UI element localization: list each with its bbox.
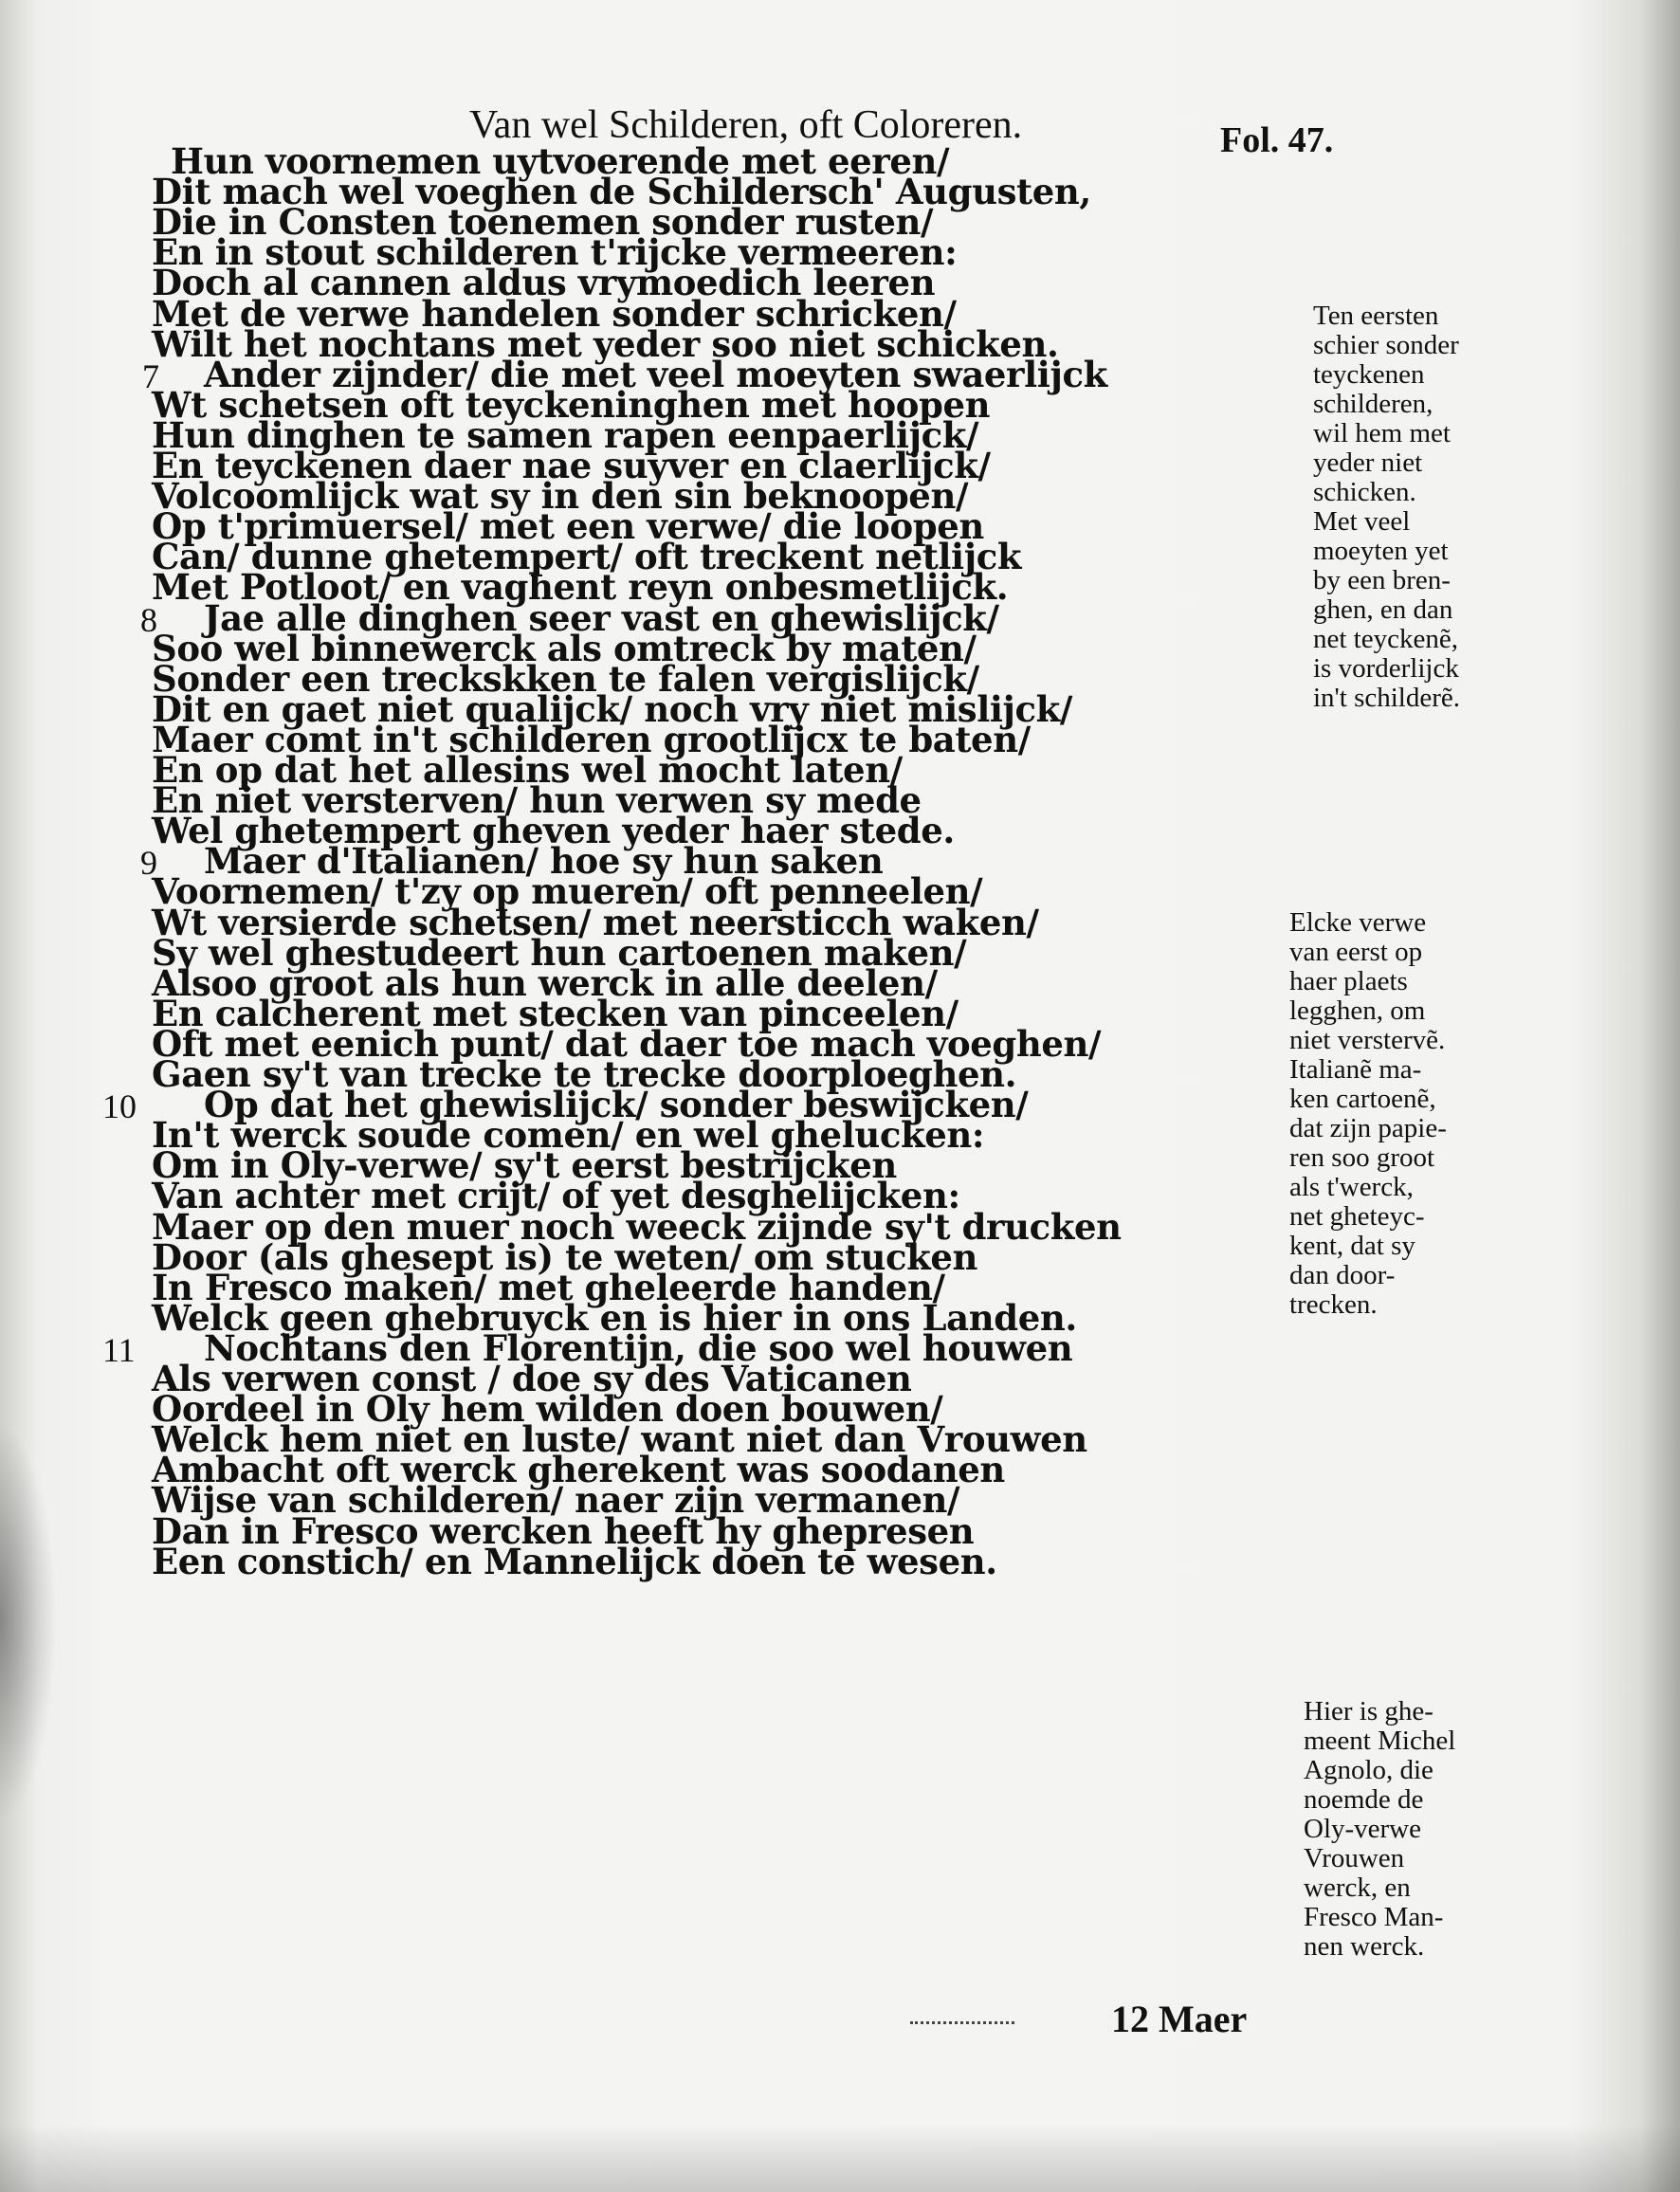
verse-line: In't werck soude comen/ en wel ghelucken: (152, 1114, 985, 1157)
verse-line: Alsoo groot als hun werck in alle deelen/ (152, 961, 938, 1004)
margin-note-line: niet verstervẽ. (1289, 1025, 1446, 1055)
verse-line: Van achter met crijt/ of yet desghelijcken: (152, 1175, 960, 1217)
verse-line: Wel ghetempert gheven yeder haer stede. (152, 810, 955, 852)
verse-line: Maer op den muer noch weeck zijnde sy't drucken (152, 1205, 1122, 1248)
verse-line: Op t'primuersel/ met een verwe/ die loopen (152, 505, 984, 548)
verse-number: 11 (102, 1330, 136, 1369)
catchword-number: 12 (1111, 1998, 1149, 2040)
verse-line: En calcherent met stecken van pinceelen/ (152, 992, 959, 1034)
margin-note-line: van eerst op (1289, 937, 1423, 967)
margin-note-line: ghen, en dan (1313, 594, 1453, 625)
margin-note-line: yeder niet (1313, 448, 1423, 478)
verse-line: Jae alle dinghen seer vast en ghewislijck/ (204, 596, 999, 639)
margin-note-line: Fresco Man- (1304, 1902, 1444, 1932)
verse-line: Doch al cannen aldus vrymoedich leeren (152, 262, 936, 304)
margin-note-line: werck, en (1304, 1872, 1411, 1903)
verse-line: Ander zijnder/ die met veel moeyten swaerlijck (204, 353, 1107, 395)
margin-note-line: dat zijn papie- (1289, 1113, 1447, 1143)
verse-line: Met de verwe handelen sonder schricken/ (152, 292, 957, 335)
verse-line: Wt schetsen oft teyckeninghen met hoopen (152, 383, 991, 426)
margin-note-line: Italianẽ ma- (1289, 1054, 1422, 1085)
margin-note-line: by een bren- (1313, 565, 1451, 595)
page-shadow-bottom (0, 2124, 1680, 2192)
margin-note-line: nen werck. (1304, 1931, 1425, 1962)
ink-smudge (910, 2021, 1014, 2028)
margin-note-line: ken cartoenẽ, (1289, 1084, 1436, 1114)
catchword-word: Maer (1159, 1998, 1248, 2040)
page-shadow-left (0, 1422, 57, 1820)
verse-line: Dit en gaet niet qualijck/ noch vry niet mislijck/ (152, 687, 1073, 730)
margin-note-line: is vorderlijck (1313, 653, 1459, 684)
catchword (1111, 1997, 1247, 2041)
verse-line: Door (als ghesept is) te weten/ om stucken (152, 1235, 978, 1278)
verse-line: Op dat het ghewislijck/ sonder beswijcken/ (204, 1084, 1029, 1126)
verse-line: Volcoomlijck wat sy in den sin beknoopen/ (152, 475, 969, 518)
margin-note-line: Vrouwen (1304, 1843, 1405, 1873)
verse-line: Wilt het nochtans met yeder soo niet schicken. (152, 322, 1059, 365)
margin-note-line: wil hem met (1313, 418, 1451, 448)
verse-line: Soo wel binnewerck als omtreck by maten/ (152, 627, 977, 669)
margin-note-line: meent Michel (1304, 1726, 1456, 1756)
verse-line: En op dat het allesins wel mocht laten/ (152, 749, 903, 791)
verse-line: Sy wel ghestudeert hun cartoenen maken/ (152, 931, 967, 974)
margin-note-line: Oly-verwe (1304, 1814, 1422, 1844)
verse-line: Gaen sy't van trecke te trecke doorploeghen. (152, 1053, 1017, 1095)
margin-note-line: schilderen, (1313, 389, 1433, 419)
verse-line: Maer d'Italianen/ hoe sy hun saken (204, 840, 884, 883)
margin-note-line: schier sonder (1313, 330, 1459, 360)
margin-note-line: Agnolo, die (1304, 1755, 1433, 1785)
verse-line: Welck geen ghebruyck en is hier in ons Landen. (152, 1296, 1077, 1339)
margin-note-line: Elcke verwe (1289, 907, 1427, 938)
margin-note-line: dan door- (1289, 1260, 1396, 1290)
margin-note-line: Ten eersten (1313, 301, 1439, 331)
margin-note-line: moeyten yet (1313, 536, 1449, 566)
verse-number: 10 (102, 1087, 137, 1126)
verse-number: 8 (140, 600, 157, 639)
running-title: Van wel Schilderen, oft Coloreren. (469, 103, 1023, 147)
verse-line: Nochtans den Florentijn, die soo wel houwen (204, 1326, 1073, 1369)
folio-number: Fol. 47. (1220, 120, 1334, 160)
verse-line: Ambacht oft werck gherekent was soodanen (152, 1449, 1005, 1491)
margin-note-line: Hier is ghe- (1304, 1696, 1433, 1726)
verse-line: Die in Consten toenemen sonder rusten/ (152, 201, 934, 244)
verse-line: Wijse van schilderen/ naer zijn vermanen/ (152, 1479, 960, 1522)
verse-line: En in stout schilderen t'rijcke vermeeren: (152, 231, 958, 274)
margin-note-line: Met veel (1313, 506, 1411, 537)
verse-line: Met Potloot/ en vaghent reyn onbesmetlijck. (152, 566, 1009, 609)
margin-note-line: trecken. (1289, 1289, 1378, 1320)
margin-note-line: net teyckenẽ, (1313, 624, 1458, 654)
verse-line: Sonder een treckskken te falen vergislijck/ (152, 657, 979, 700)
verse-line: Voornemen/ t'zy op mueren/ oft penneelen/ (152, 870, 983, 913)
verse-line: In Fresco maken/ met gheleerde handen/ (152, 1266, 945, 1308)
verse-line: Om in Oly-verwe/ sy't eerst bestrijcken (152, 1144, 897, 1187)
verse-line: Hun voornemen uytvoerende met eeren/ (171, 140, 950, 182)
verse-line: Welck hem niet en luste/ want niet dan Vrouwen (152, 1418, 1087, 1461)
verse-line: Dan in Fresco wercken heeft hy ghepresen (152, 1509, 975, 1552)
verse-line: Een constich/ en Mannelijck doen te wesen. (152, 1540, 997, 1582)
margin-note-line: noemde de (1304, 1784, 1424, 1815)
margin-note-line: legghen, om (1289, 996, 1426, 1026)
verse-line: Oordeel in Oly hem wilden doen bouwen/ (152, 1388, 943, 1431)
verse-line: Oft met eenich punt/ dat daer toe mach voeghen/ (152, 1022, 1102, 1065)
margin-note-line: als t'werck, (1289, 1172, 1414, 1202)
margin-note-line: in't schilderẽ. (1313, 683, 1461, 713)
margin-note-line: schicken. (1313, 477, 1416, 507)
margin-note-line: haer plaets (1289, 966, 1408, 996)
verse-line: Maer comt in't schilderen grootlijcx te baten/ (152, 718, 1031, 760)
verse-number: 9 (140, 844, 157, 883)
margin-note-line: ren soo groot (1289, 1142, 1435, 1173)
verse-number: 7 (142, 356, 159, 395)
margin-note-line: teyckenen (1313, 359, 1425, 390)
margin-note-line: net gheteyc- (1289, 1201, 1425, 1232)
verse-line: Als verwen const / doe sy des Vaticanen (152, 1358, 912, 1399)
verse-line: En niet versterven/ hun verwen sy mede (152, 779, 922, 822)
verse-line: Wt versierde schetsen/ met neersticch waken/ (152, 901, 1039, 943)
margin-note-line: kent, dat sy (1289, 1231, 1415, 1261)
verse-line: Can/ dunne ghetempert/ oft treckent netlijck (152, 536, 1022, 578)
verse-line: En teyckenen daer nae suyver en claerlijck/ (152, 445, 991, 486)
verse-line: Hun dinghen te samen rapen eenpaerlijck/ (152, 413, 979, 456)
verse-line: Dit mach wel voeghen de Schildersch' Augusten, (152, 171, 1091, 213)
